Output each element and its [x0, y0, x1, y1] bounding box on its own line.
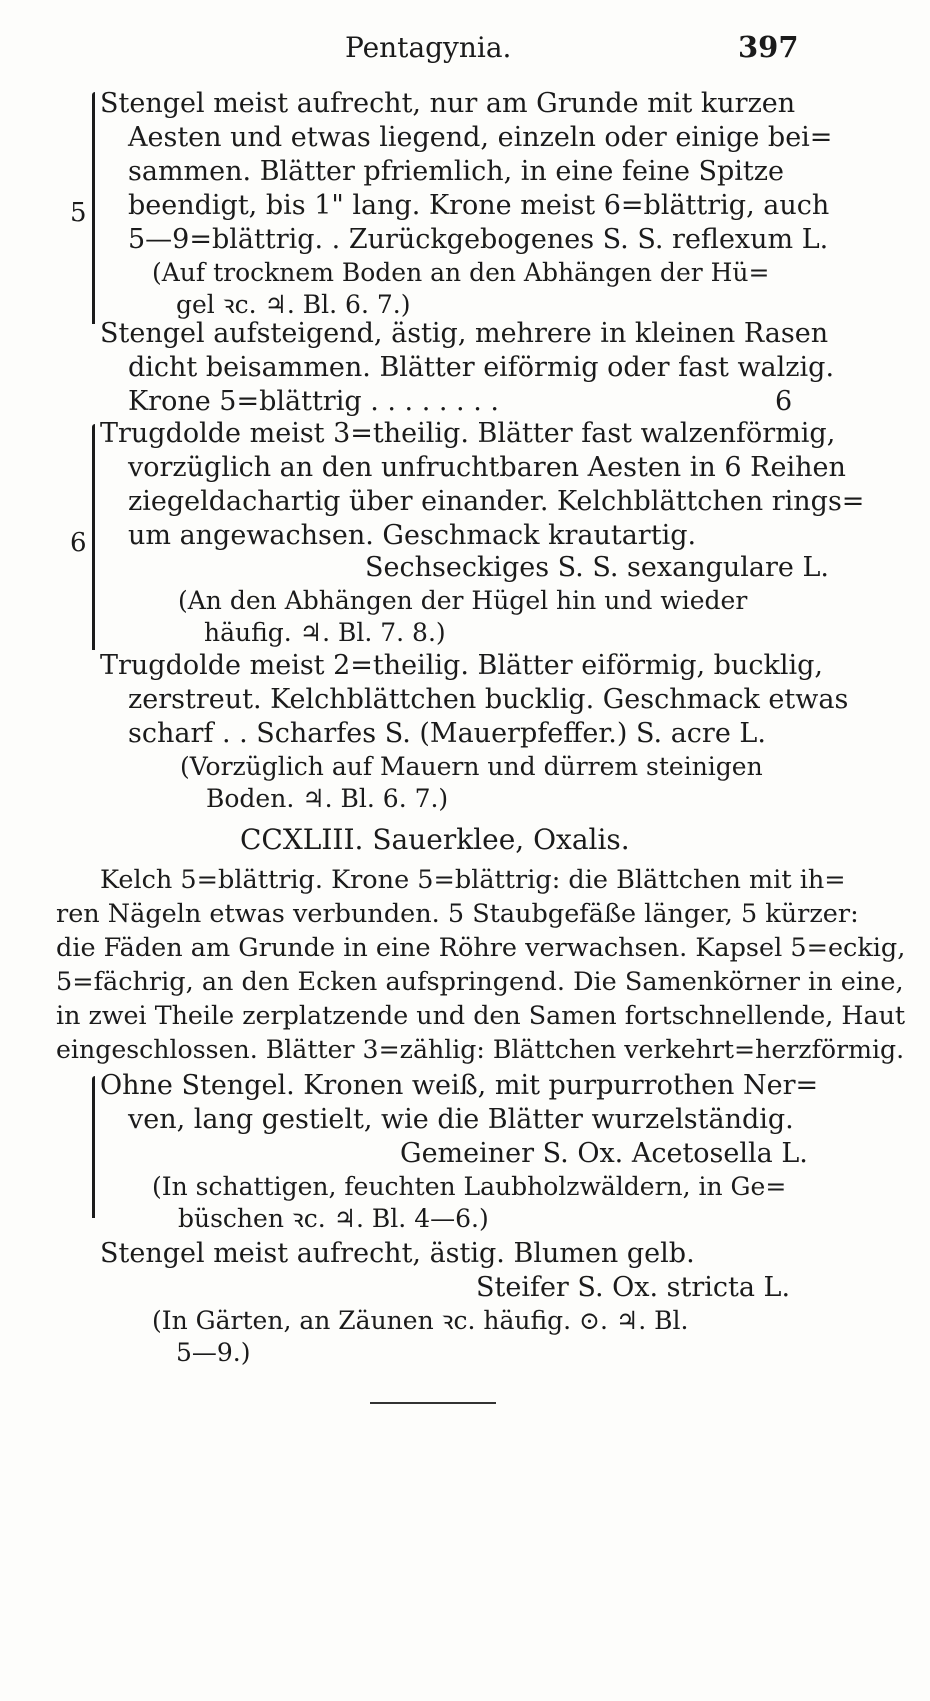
key-6-entry-1-habitat: (An den Abhängen der Hügel hin und wieder — [178, 586, 748, 615]
key-5-entry-1-line: Aesten und etwas liegend, einzeln oder einige bei= — [128, 122, 833, 153]
genus-description-line: ren Nägeln etwas verbunden. 5 Staubgefäße länger, 5 kürzer: — [56, 899, 859, 929]
genus-description-line: Kelch 5=blättrig. Krone 5=blättrig: die Blättchen mit ih= — [100, 865, 846, 895]
key-5-entry-1-habitat: gel ꝛc. ♃. Bl. 6. 7.) — [176, 290, 411, 319]
key-6-entry-2-line: scharf . . Scharfes S. (Mauerpfeffer.) S. acre L. — [128, 718, 766, 749]
running-title: Pentagynia. — [345, 31, 512, 64]
key-5-brace — [92, 92, 95, 324]
key-5-number: 5 — [70, 198, 87, 228]
key-6-entry-2-habitat: (Vorzüglich auf Mauern und dürrem steinigen — [180, 752, 763, 781]
key-6-entry-1-line: ziegeldachartig über einander. Kelchblättchen rings= — [128, 486, 865, 517]
key-6-entry-2-line: zerstreut. Kelchblättchen bucklig. Geschmack etwas — [128, 684, 849, 715]
key-6-entry-2-habitat: Boden. ♃. Bl. 6. 7.) — [206, 784, 449, 813]
page-number: 397 — [738, 30, 799, 64]
key-5-entry-1-line: sammen. Blätter pfriemlich, in eine feine Spitze — [128, 156, 784, 187]
key-6-number: 6 — [70, 528, 87, 558]
section-end-rule — [370, 1402, 496, 1404]
key-6-entry-1-species: Sechseckiges S. S. sexangulare L. — [365, 552, 829, 583]
genus-description-line: die Fäden am Grunde in eine Röhre verwachsen. Kapsel 5=eckig, — [56, 933, 906, 963]
key-6-entry-1-line: vorzüglich an den unfruchtbaren Aesten in 6 Reihen — [128, 452, 846, 483]
key-oxalis-entry-1-habitat: (In schattigen, feuchten Laubholzwäldern, in Ge= — [152, 1172, 787, 1201]
key-5-entry-1-line: Stengel meist aufrecht, nur am Grunde mit kurzen — [100, 88, 796, 119]
key-oxalis-entry-2-habitat: 5—9.) — [176, 1338, 251, 1367]
key-6-brace — [92, 424, 95, 650]
key-oxalis-entry-2-species: Steifer S. Ox. stricta L. — [476, 1272, 791, 1303]
genus-description-line: 5=fächrig, an den Ecken aufspringend. Die Samenkörner in eine, — [56, 967, 904, 997]
key-6-entry-1-line: Trugdolde meist 3=theilig. Blätter fast walzenförmig, — [100, 418, 836, 449]
key-6-entry-1-line: um angewachsen. Geschmack krautartig. — [128, 520, 697, 551]
key-5-entry-2-last: Krone 5=blättrig . . . . . . . . — [128, 386, 499, 417]
key-5-entry-1-line: beendigt, bis 1" lang. Krone meist 6=blättrig, auch — [128, 190, 830, 221]
key-5-entry-2-line: Stengel aufsteigend, ästig, mehrere in kleinen Rasen — [100, 318, 829, 349]
key-6-entry-1-habitat: häufig. ♃. Bl. 7. 8.) — [204, 618, 446, 647]
key-oxalis-brace — [92, 1076, 95, 1218]
key-oxalis-entry-1-line: Ohne Stengel. Kronen weiß, mit purpurrothen Ner= — [100, 1070, 819, 1101]
key-5-entry-1-species: 5—9=blättrig. . Zurückgebogenes S. S. reflexum L. — [128, 224, 829, 255]
key-5-entry-1-habitat: (Auf trocknem Boden an den Abhängen der Hü= — [152, 258, 770, 287]
genus-description-line: eingeschlossen. Blätter 3=zählig: Blättchen verkehrt=herzförmig. — [56, 1035, 905, 1065]
genus-description-line: in zwei Theile zerplatzende und den Samen fortschnellende, Haut — [56, 1001, 906, 1031]
key-oxalis-entry-2-habitat: (In Gärten, an Zäunen ꝛc. häufig. ⊙. ♃. Bl. — [152, 1306, 689, 1335]
key-oxalis-entry-1-line: ven, lang gestielt, wie die Blätter wurzelständig. — [128, 1104, 794, 1135]
key-oxalis-entry-1-species: Gemeiner S. Ox. Acetosella L. — [400, 1138, 808, 1169]
key-5-entry-2-reference: 6 — [775, 386, 793, 417]
key-6-entry-2-line: Trugdolde meist 2=theilig. Blätter eiförmig, bucklig, — [100, 650, 823, 681]
key-oxalis-entry-1-habitat: büschen ꝛc. ♃. Bl. 4—6.) — [178, 1204, 489, 1233]
genus-heading: CCXLIII. Sauerklee, Oxalis. — [240, 823, 630, 856]
key-5-entry-2-line: dicht beisammen. Blätter eiförmig oder fast walzig. — [128, 352, 835, 383]
key-oxalis-entry-2-line: Stengel meist aufrecht, ästig. Blumen gelb. — [100, 1238, 695, 1269]
